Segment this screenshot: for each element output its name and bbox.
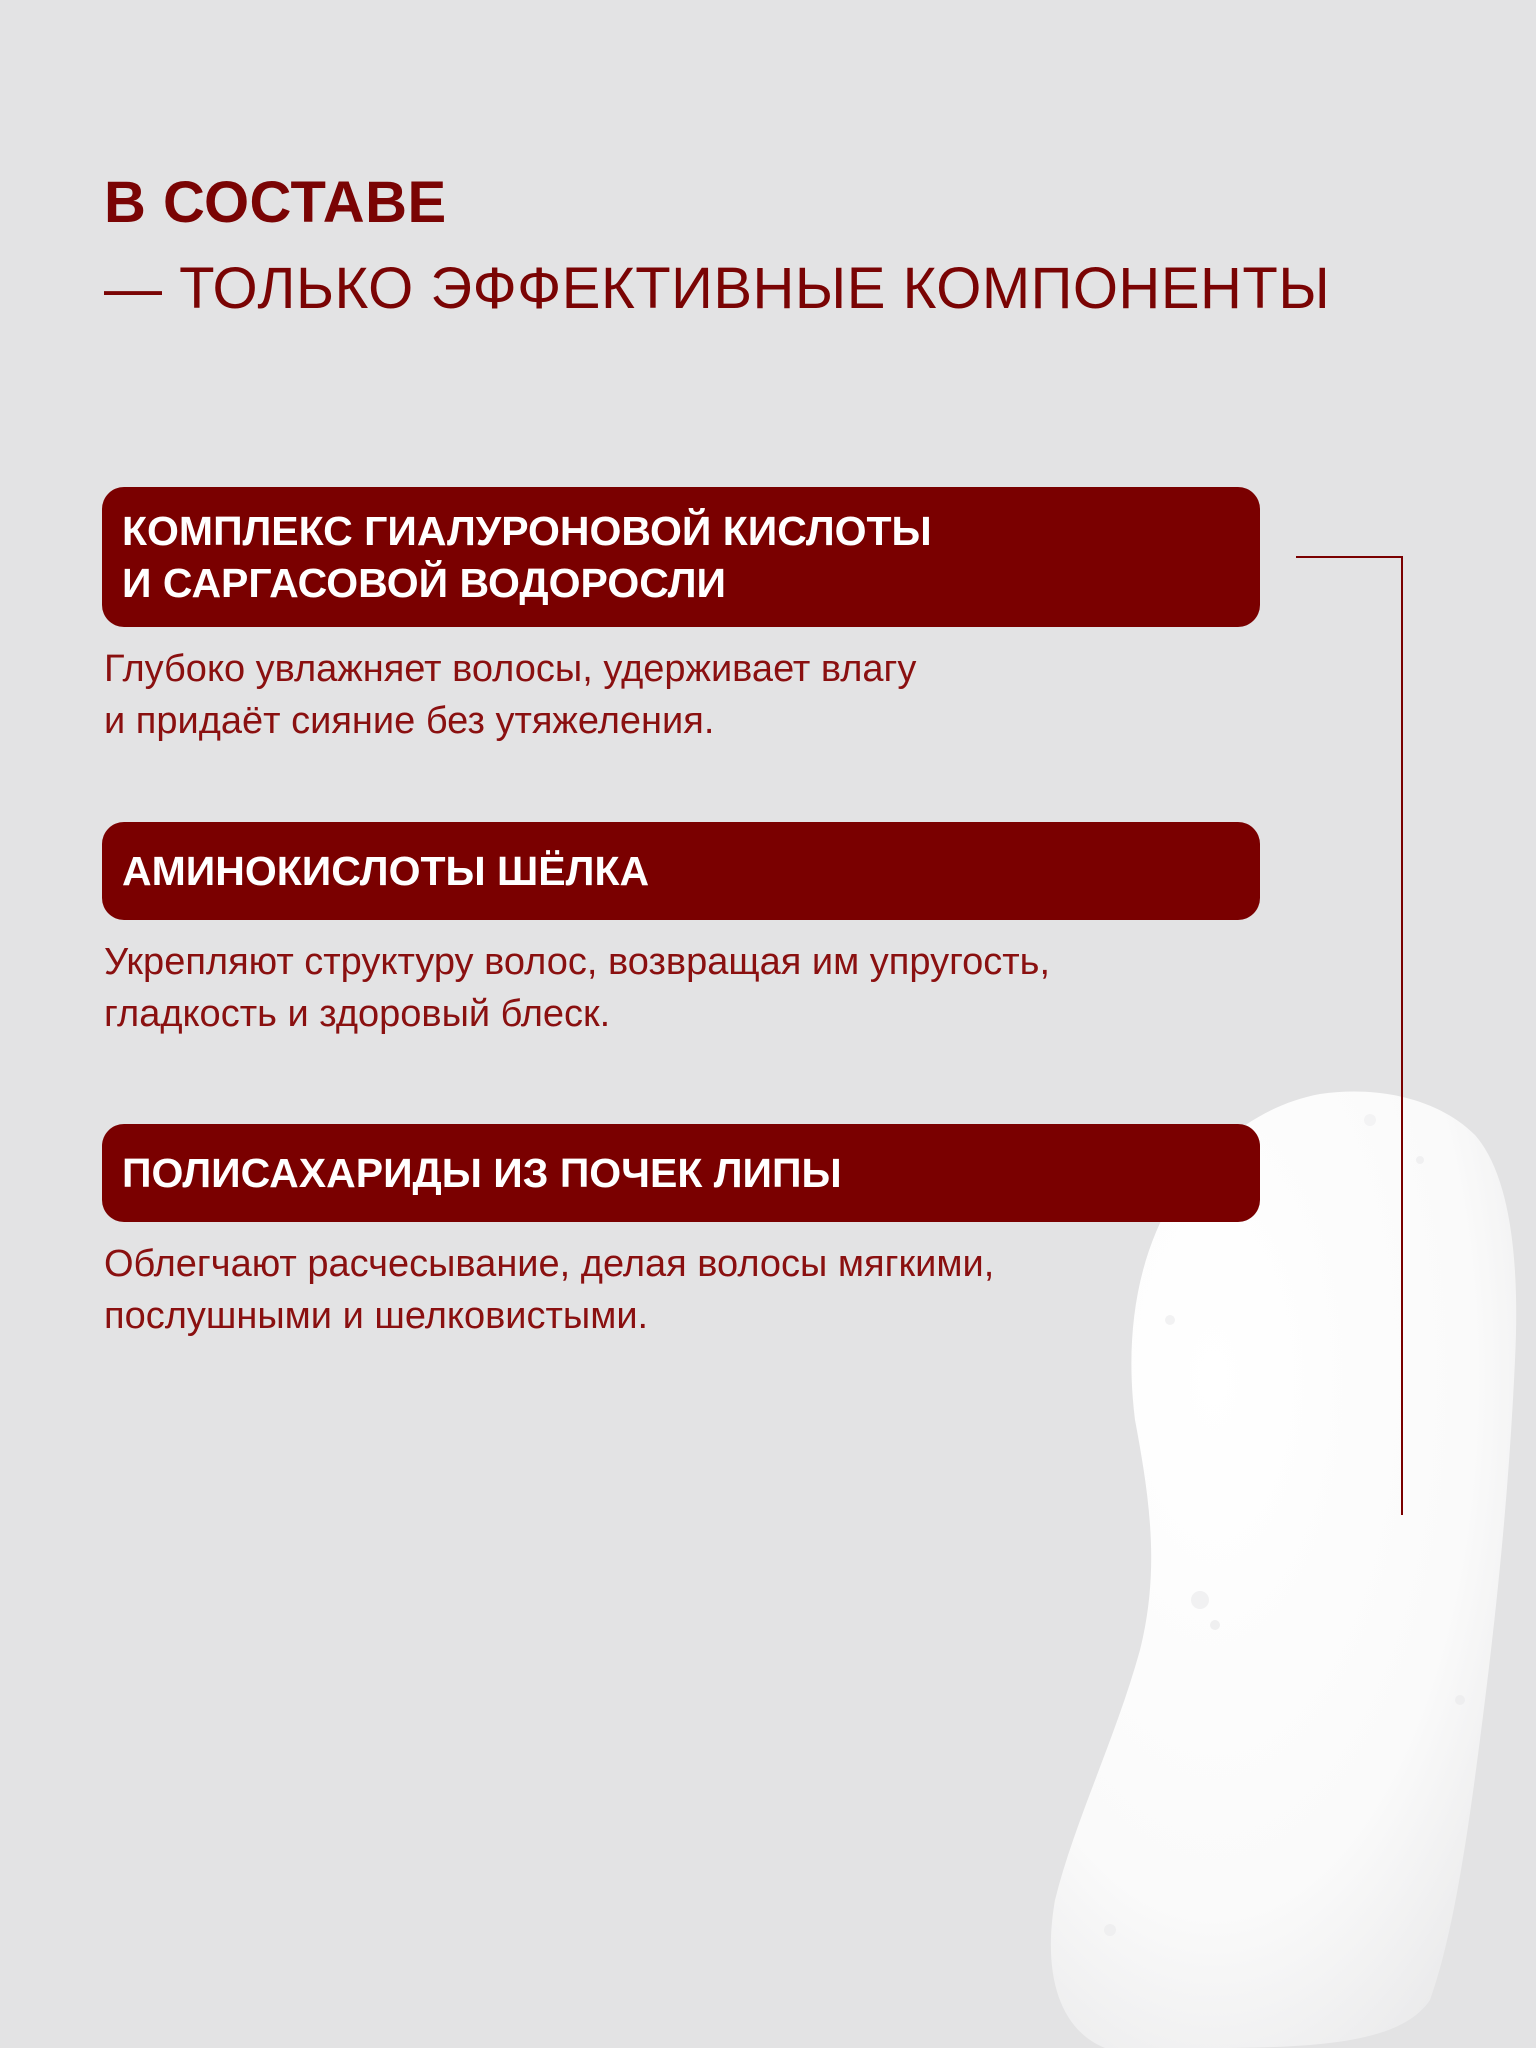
ingredient-title-line: АМИНОКИСЛОТЫ ШЁЛКА [122, 848, 650, 894]
foam-bubble [1364, 1114, 1376, 1126]
ingredient-title-line: И САРГАСОВОЙ ВОДОРОСЛИ [122, 560, 727, 606]
headline-strong: В СОСТАВЕ [104, 170, 447, 235]
ingredient-description-linden-polysaccharides [104, 1238, 1224, 1342]
ingredient-title-hyaluronic [102, 487, 1260, 627]
foam-bubble [1104, 1924, 1116, 1936]
ingredient-description-line: послушными и шелковистыми. [104, 1295, 649, 1337]
ingredient-title-linden-polysaccharides [102, 1124, 1260, 1222]
foam-bubble [1191, 1591, 1209, 1609]
ingredient-title-line: ПОЛИСАХАРИДЫ ИЗ ПОЧЕК ЛИПЫ [122, 1150, 842, 1196]
ingredient-description-line: гладкость и здоровый блеск. [104, 993, 611, 1035]
headline-light: — ТОЛЬКО ЭФФЕКТИВНЫЕ КОМПОНЕНТЫ [104, 256, 1331, 321]
ingredient-description-line: и придаёт сияние без утяжеления. [104, 700, 715, 742]
foam-bubble [1416, 1156, 1424, 1164]
foam-bubble [1455, 1695, 1465, 1705]
ingredient-description-line: Укрепляют структуру волос, возвращая им упругость, [104, 941, 1051, 983]
ingredient-description-line: Облегчают расчесывание, делая волосы мягкими, [104, 1243, 995, 1285]
ingredient-description-silk-amino-acids [104, 936, 1224, 1040]
foam-bubble [1210, 1620, 1220, 1630]
ingredient-description-hyaluronic [104, 643, 1224, 747]
ingredient-title-silk-amino-acids [102, 822, 1260, 920]
ingredient-title-line: КОМПЛЕКС ГИАЛУРОНОВОЙ КИСЛОТЫ [122, 508, 932, 554]
ingredient-description-line: Глубоко увлажняет волосы, удерживает влагу [104, 648, 917, 690]
foam-swatch [1051, 1091, 1516, 2048]
